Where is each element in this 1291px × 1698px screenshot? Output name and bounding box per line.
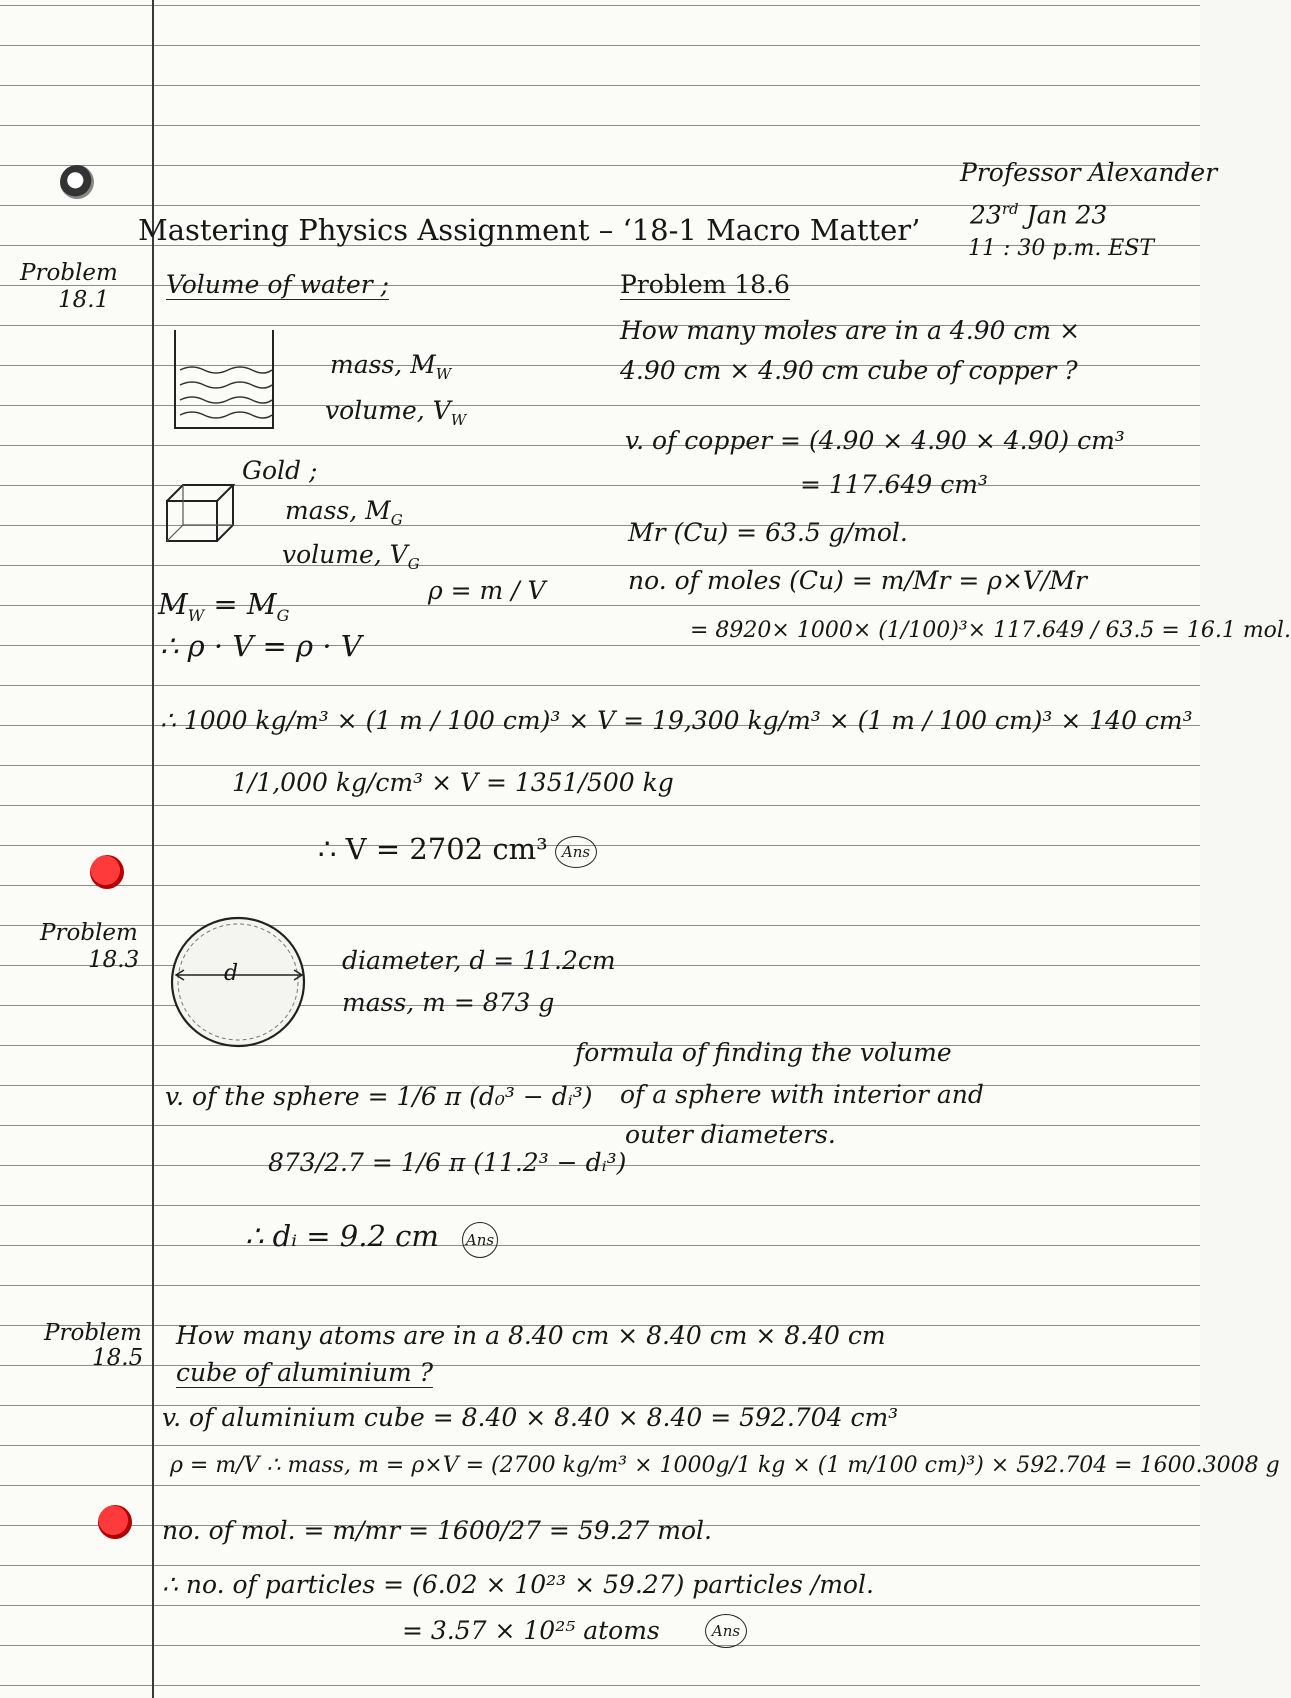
assignment-time: 11 : 30 p.m. EST bbox=[968, 236, 1155, 261]
sphere-diameter: diameter, d = 11.2cm bbox=[342, 946, 616, 975]
sphere-mass: mass, m = 873 g bbox=[342, 988, 555, 1017]
water-volume-result: ∴ V = 2702 cm³ bbox=[318, 832, 548, 866]
problem-18-3-label: Problem 18.3 bbox=[40, 920, 140, 973]
aluminium-volume: v. of aluminium cube = 8.40 × 8.40 × 8.40 = 592.704 cm³ bbox=[162, 1403, 899, 1432]
binder-hole-top bbox=[60, 165, 94, 199]
binder-hole-bottom bbox=[98, 1505, 132, 1539]
copper-moles-formula: no. of moles (Cu) = m/Mr = ρ×V/Mr bbox=[628, 566, 1087, 595]
gold-label: Gold ; bbox=[242, 456, 318, 485]
answer-mark-18-3: Ans bbox=[462, 1222, 498, 1258]
assignment-date: 23rd Jan 23 bbox=[970, 200, 1108, 230]
formula-note-2: of a sphere with interior and bbox=[620, 1080, 984, 1109]
problem-18-6-question-1: How many moles are in a 4.90 cm × bbox=[620, 316, 1081, 345]
sphere-substitution: 873/2.7 = 1/6 π (11.2³ − dᵢ³) bbox=[268, 1148, 627, 1177]
hollow-sphere-diagram bbox=[170, 915, 310, 1050]
density-formula: ρ = m / V bbox=[428, 576, 546, 605]
binder-hole-middle bbox=[90, 855, 124, 889]
problem-18-5-question-2: cube of aluminium ? bbox=[176, 1358, 434, 1387]
gold-mass: mass, $M_G$ bbox=[285, 496, 403, 529]
page-title: Mastering Physics Assignment – ‘18-1 Macro Matter’ bbox=[138, 213, 921, 247]
water-volume-heading: Volume of water ; bbox=[166, 270, 390, 299]
aluminium-particles: ∴ no. of particles = (6.02 × 10²³ × 59.27) particles /mol. bbox=[162, 1570, 874, 1599]
problem-18-6-heading: Problem 18.6 bbox=[620, 270, 790, 299]
problem-18-5-question-1: How many atoms are in a 8.40 cm × 8.40 cm × 8.40 cm bbox=[176, 1321, 886, 1350]
gold-volume: volume, $V_G$ bbox=[282, 540, 420, 573]
diameter-symbol: d bbox=[224, 961, 239, 986]
water-mass: mass, $M_W$ bbox=[330, 350, 452, 383]
problem-18-6-question-2: 4.90 cm × 4.90 cm cube of copper ? bbox=[620, 356, 1078, 385]
copper-volume-result: = 117.649 cm³ bbox=[800, 470, 988, 499]
formula-note-3: outer diameters. bbox=[625, 1120, 836, 1149]
density-volume-equation: ∴ ρ · V = ρ · V bbox=[160, 629, 362, 663]
water-volume: volume, $V_W$ bbox=[325, 396, 467, 429]
professor-name: Professor Alexander bbox=[960, 158, 1218, 187]
problem-18-5-label: Problem 18.5 bbox=[44, 1320, 144, 1371]
inner-diameter-result: ∴ dᵢ = 9.2 cm bbox=[245, 1219, 439, 1253]
simplified-equation: 1/1,000 kg/cm³ × V = 1351/500 kg bbox=[232, 768, 674, 797]
answer-mark-18-5: Ans bbox=[705, 1614, 747, 1648]
gold-cube-diagram bbox=[165, 483, 235, 543]
sphere-volume-formula: v. of the sphere = 1/6 π (d₀³ − dᵢ³) bbox=[165, 1082, 593, 1111]
aluminium-mass: ρ = m/V ∴ mass, m = ρ×V = (2700 kg/m³ × 1000g/1 kg × (1 m/100 cm)³) × 592.704 = 1600.3008 g bbox=[170, 1453, 1280, 1478]
copper-volume: v. of copper = (4.90 × 4.90 × 4.90) cm³ bbox=[625, 426, 1125, 455]
problem-18-1-label: Problem 18.1 bbox=[20, 260, 118, 313]
unit-conversion-equation: ∴ 1000 kg/m³ × (1 m / 100 cm)³ × V = 19,300 kg/m³ × (1 m / 100 cm)³ × 140 cm³ bbox=[160, 706, 1193, 735]
aluminium-atoms-result: = 3.57 × 10²⁵ atoms bbox=[402, 1616, 660, 1645]
water-beaker-diagram bbox=[170, 325, 280, 435]
aluminium-moles: no. of mol. = m/mr = 1600/27 = 59.27 mol. bbox=[162, 1516, 712, 1545]
copper-moles-calculation: = 8920× 1000× (1/100)³× 117.649 / 63.5 = 16.1 mol. bbox=[690, 618, 1291, 643]
formula-note-1: formula of finding the volume bbox=[575, 1038, 952, 1067]
copper-molar-mass: Mr (Cu) = 63.5 g/mol. bbox=[628, 518, 908, 547]
answer-mark-18-1: Ans bbox=[555, 836, 597, 868]
mass-equality: $M_W = M_G$ bbox=[158, 587, 290, 625]
